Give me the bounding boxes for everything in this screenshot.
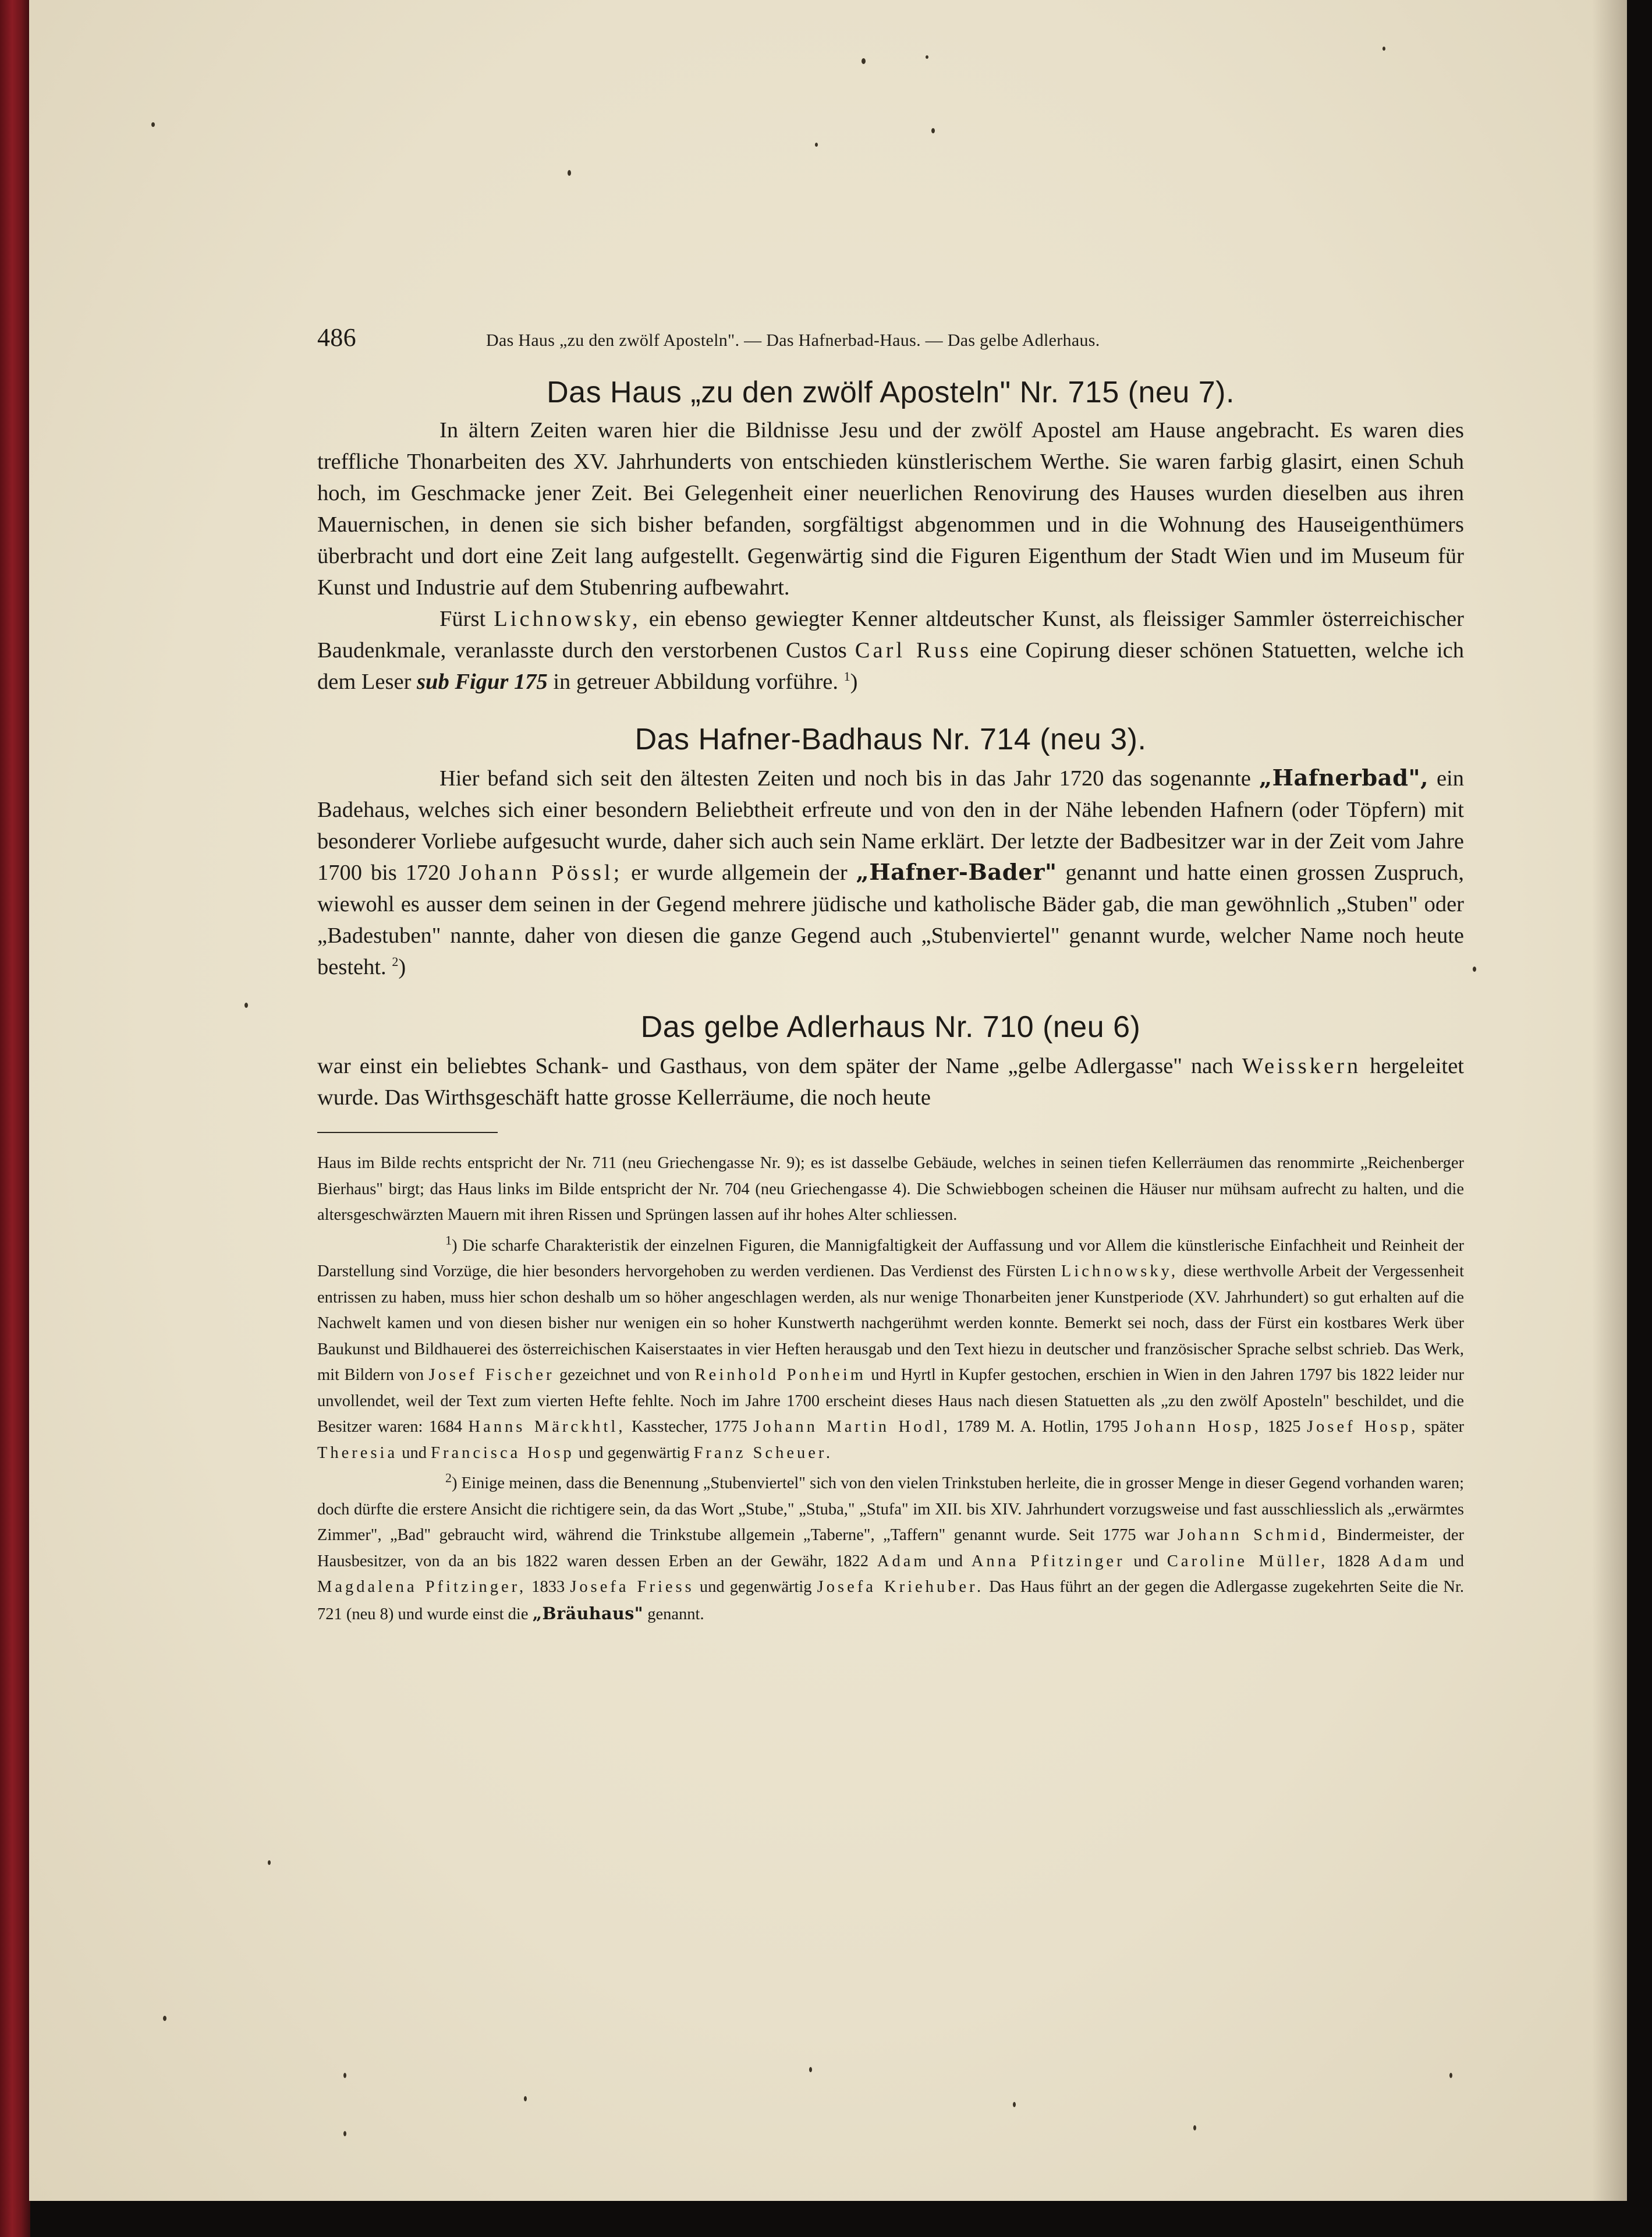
person-name: Adam (877, 1552, 930, 1570)
footnote-continuation: Haus im Bilde rechts entspricht der Nr. 711 (neu Griechengasse Nr. 9); es ist dasselbe Gebäude, welches in seinen tiefen Kellerräumen das renommirte „Reichenberger Bierhaus" birgt; das Haus links im Bilde entspricht der Nr. 704 (neu Griechengasse 4). Die Schwiebbogen scheinen die Häuser nur mühsam aufrecht zu halten, und die altersgeschwärzten Mauern mit ihren Rissen und Sprüngen lassen auf ihr hohes Alter schliessen. (317, 1154, 1464, 1224)
text-run: hergeleitet wurde. Das Wirthsgeschäft hatte grosse Kellerräume, die noch heute (317, 1054, 1464, 1110)
paper-speck (1382, 47, 1385, 51)
person-name: Johann Martin Hodl, (753, 1418, 951, 1436)
text-run: 1833 (531, 1578, 565, 1596)
text-run: ) (398, 955, 406, 979)
person-name: Carl Russ (855, 638, 972, 663)
text-run: später (1424, 1418, 1465, 1436)
running-header (317, 314, 1464, 361)
text-run: er wurde allgemein der (631, 861, 848, 885)
paper-speck (815, 143, 818, 147)
section-heading-adler: Das gelbe Adlerhaus Nr. 710 (neu 6) (640, 1010, 1141, 1044)
footnote-2 (317, 1471, 1464, 1627)
paper-speck (151, 122, 155, 127)
paper-speck (1449, 2073, 1452, 2078)
running-title: Das Haus „zu den zwölf Aposteln". — Das Hafnerbad-Haus. — Das gelbe Adlerhaus. (486, 331, 1100, 350)
person-name: Josefa Kriehuber. (817, 1578, 984, 1596)
text-run: diese werthvolle Arbeit der Vergessenheit entrissen zu haben, muss hier schon deshalb um so höher angeschlagen werden, als nur wenige Thonarbeiten jener Kunstperiode (XV. Jahrhundert) so gut erhalten auf die Nachwelt kamen und von diesen bisher nur wenigen ein so hoher Kunstwerth nachgerühmt werden konnte. Bemerkt sei noch, dass der Fürst ein kostbares Werk über Baukunst und Bildhauerei des österreichischen Kaiserstaates in vier Heften herausgab und den Text hiezu in deutscher und französischer Sprache selbst schrieb. Das Werk, mit Bildern von (317, 1262, 1465, 1384)
paper-speck (926, 55, 928, 59)
text-run: und gegenwärtig (578, 1443, 690, 1462)
person-name: Lichnowsky, (494, 607, 641, 631)
person-name: Magdalena Pfitzinger, (317, 1578, 527, 1596)
footnote-divider (317, 1132, 498, 1133)
text-run: und (402, 1443, 427, 1462)
section-heading-apostel: Das Haus „zu den zwölf Aposteln" Nr. 715 (neu 7). (547, 376, 1235, 409)
book-page (29, 0, 1627, 2201)
person-name: Josef Fischer (428, 1366, 555, 1384)
text-run: 1825 (1267, 1418, 1301, 1436)
text-run: Fürst (439, 607, 486, 631)
text-run: und (938, 1552, 963, 1570)
text-run: genannt und hatte einen grossen Zuspruch, wiewohl es ausser dem seinen in der Gegend mehrere jüdische und katholische Bäder gab, die man gewöhnlich „Stuben" oder „Badestuben" nannte, daher von diesen die ganze Gegend auch „Stubenviertel" genannt wurde, welcher Name noch heute besteht. (317, 861, 1464, 979)
section-heading-hafner: Das Hafner-Badhaus Nr. 714 (neu 3). (634, 723, 1147, 756)
paper-speck (1473, 967, 1476, 972)
footnote-1 (317, 1233, 1464, 1467)
footnote-marker: 2 (392, 954, 399, 969)
text-run: gezeichnet und von (559, 1366, 690, 1384)
paper-speck (343, 2073, 346, 2078)
paper-speck (1013, 2102, 1016, 2107)
text-run: Bindermeister, der Hausbesitzer, von da an bis 1822 waren dessen Erben an der Gewähr, 1822 (317, 1526, 1465, 1570)
person-name: Adam (1378, 1552, 1431, 1570)
text-run: in getreuer Abbildung vorführe. (553, 670, 839, 694)
paragraph-adler (317, 1050, 1464, 1113)
page-edge-shadow (1592, 0, 1627, 2201)
text-run: ) Einige meinen, dass die Benennung „Stubenviertel" sich von den vielen Trinkstuben herleite, die in grosser Menge in dieser Gegend vorhanden waren; doch dürfte die erstere Ansicht die richtigere sein, da das Wort „Stube," „Stuba," „Stufa" im XII. bis XIV. Jahrhundert vorzugsweise und fast ausschliesslich als „erwärmtes Zimmer", „Bad" gebraucht wird, während die Trinkstube allgemein „Taberne", „Taffern" genannt wurde. Seit 1775 war (317, 1474, 1464, 1544)
text-run: Das Haus führt an der gegen die Adlergasse zugekehrten Seite die Nr. 721 (neu 8) und wurde einst die (317, 1578, 1465, 1623)
text-run: und gegenwärtig (699, 1578, 812, 1596)
text-run: ) Die scharfe Charakteristik der einzelnen Figuren, die Mannigfaltigkeit der Auffassung und vor Allem die künstlerische Einfachheit und Reinheit der Darstellung sind Vorzüge, die hier besonders hervorgehoben zu werden verdienen. Das Verdienst des Fürsten (317, 1236, 1464, 1280)
paragraph-apostel-1: In ältern Zeiten waren hier die Bildnisse Jesu und der zwölf Apostel am Hause angebracht. Es waren dies treffliche Thonarbeiten des XV. Jahrhunderts von entschieden künstlerischem Werthe. Sie waren farbig glasirt, einen Schuh hoch, im Geschmacke jener Zeit. Bei Gelegenheit einer neuerlichen Renovirung des Hauses wurden dieselben aus ihren Mauernischen, in denen sie sich bisher befanden, sorgfältigst abgenommen und in die Wohnung des Hauseigenthümers überbracht und dort eine Zeit lang aufgestellt. Gegenwärtig sind die Figuren Eigenthum der Stadt Wien und im Museum für Kunst und Industrie auf dem Stubenring aufbewahrt. (317, 418, 1464, 600)
footnote-marker: 1 (843, 669, 850, 684)
paper-speck (268, 1860, 271, 1865)
text-run: und Hyrtl in Kupfer gestochen, erschien in Wien in den Jahren 1797 bis 1822 leider nur unvollendet, weil der Text zum vierten Hefte fehlte. Noch im Jahre 1700 erscheint dieses Haus nach diesen Statuetten als „zu den zwölf Aposteln" beschildet, und die Besitzer waren: 1684 (317, 1366, 1464, 1436)
text-run: Kasstecher, 1775 (632, 1418, 747, 1436)
text-run: 1789 M. A. Hotlin, 1795 (956, 1418, 1128, 1436)
text-run: ein Badehaus, welches sich einer besondern Beliebtheit erfreute und von den in der Nähe lebenden Hafnern (oder Töpfern) mit besonderer Vorliebe aufgesucht wurde, daher sich auch sein Name erklärt. Der letzte der Badbesitzer war in der Zeit vom Jahre 1700 bis 1720 (317, 766, 1465, 885)
book-spine-edge (0, 0, 30, 2237)
paper-speck (163, 2016, 166, 2021)
text-run: Hier befand sich seit den ältesten Zeiten und noch bis in das Jahr 1720 das sogenannte (439, 766, 1251, 791)
paper-speck (568, 170, 571, 176)
paper-speck (343, 2131, 346, 2136)
paragraph-hafner (317, 763, 1464, 983)
person-name: Caroline Müller, (1167, 1552, 1328, 1570)
person-name: Franz Scheuer. (693, 1443, 833, 1462)
text-run: ) (850, 670, 858, 694)
person-name: Johann Schmid, (1178, 1526, 1329, 1544)
blackletter-term: „Bräuhaus" (532, 1603, 644, 1623)
paper-speck (931, 128, 935, 133)
person-name: Weisskern (1242, 1054, 1362, 1078)
text-run: 1828 (1337, 1552, 1370, 1570)
paper-speck (244, 1003, 248, 1008)
paper-speck (809, 2067, 812, 2072)
text-run: ein ebenso gewiegter Kenner altdeutscher Kunst, als fleissiger Sammler österreichischer Baudenkmale, veranlasste durch den verstorbenen Custos (317, 607, 1465, 663)
person-name: Josef Hosp, (1307, 1418, 1419, 1436)
paper-speck (524, 2096, 527, 2101)
text-run: eine Copirung dieser schönen Statuetten, welche ich dem Leser (317, 638, 1464, 694)
person-name: Johann Pössl; (459, 861, 623, 885)
person-name: Lichnowsky, (1061, 1262, 1179, 1280)
text-run: genannt. (647, 1605, 704, 1623)
text-run: war einst ein beliebtes Schank- und Gasthaus, von dem später der Name „gelbe Adlergasse" nach (317, 1054, 1233, 1078)
person-name: Josefa Friess (570, 1578, 694, 1596)
person-name: Hanns Märckhtl, (468, 1418, 626, 1436)
person-name: Johann Hosp, (1134, 1418, 1261, 1436)
page-content (317, 314, 1464, 1627)
person-name: Francisca Hosp (431, 1443, 575, 1462)
person-name: Anna Pfitzinger (971, 1552, 1125, 1570)
page-number: 486 (317, 323, 356, 352)
blackletter-term: „Hafner-Bader" (856, 859, 1057, 886)
paper-speck (1193, 2125, 1196, 2130)
paper-speck (862, 58, 866, 64)
paragraph-apostel-2 (317, 603, 1464, 698)
person-name: Theresia (317, 1443, 398, 1462)
text-run: und (1439, 1552, 1464, 1570)
figure-reference: sub Figur 175 (417, 670, 548, 694)
person-name: Reinhold Ponheim (694, 1366, 866, 1384)
footnote-marker: 2 (445, 1470, 452, 1485)
footnote-marker: 1 (445, 1233, 452, 1247)
blackletter-term: „Hafnerbad", (1259, 765, 1428, 791)
text-run: und (1133, 1552, 1159, 1570)
